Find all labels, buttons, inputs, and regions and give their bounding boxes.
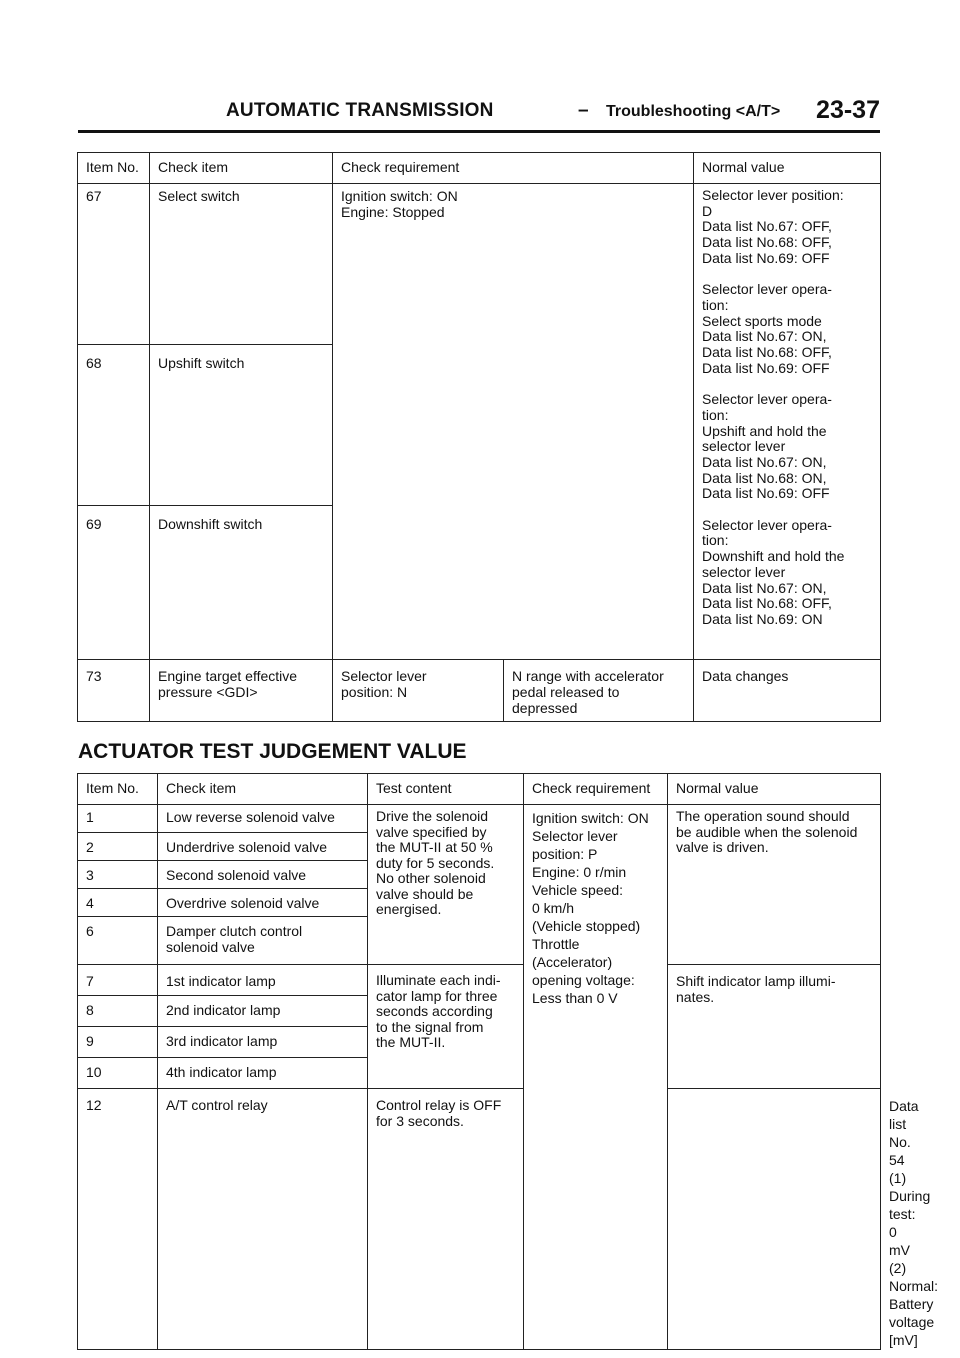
page-header (78, 96, 880, 130)
check-item: A/T control relay (158, 1089, 368, 1350)
section-title: AUTOMATIC TRANSMISSION (226, 100, 494, 121)
data-list-table (77, 152, 881, 722)
normal-value: Shift indicator lamp illumi- nates. (668, 965, 881, 1089)
check-item: Upshift switch (150, 345, 333, 506)
header-check-requirement: Check requirement (524, 774, 668, 805)
item-no: 73 (78, 660, 150, 722)
check-requirement: Selector lever position: N (333, 660, 504, 722)
normal-value: The operation sound should be audible when the solenoid valve is driven. (668, 805, 881, 965)
normal-value: Data changes (694, 660, 881, 722)
table-header-row (78, 774, 881, 805)
test-content: Control relay is OFF for 3 seconds. (368, 1089, 524, 1350)
check-item: 2nd indicator lamp (158, 996, 368, 1027)
header-item-no: Item No. (78, 774, 158, 805)
item-no: 6 (78, 917, 158, 965)
header-test-content: Test content (368, 774, 524, 805)
header-check-requirement: Check requirement (333, 153, 694, 184)
item-no: 3 (78, 861, 158, 889)
check-item: Select switch (150, 184, 333, 345)
header-normal-value: Normal value (694, 153, 881, 184)
table-row (78, 660, 881, 722)
actuator-test-heading: ACTUATOR TEST JUDGEMENT VALUE (78, 740, 467, 763)
test-content: Illuminate each indi- cator lamp for three seconds according to the signal from the MUT-II. (368, 965, 524, 1089)
item-no: 68 (78, 345, 150, 506)
title-dash: – (578, 100, 589, 121)
header-normal-value: Normal value (668, 774, 881, 805)
check-item: Underdrive solenoid valve (158, 833, 368, 861)
actuator-test-table (77, 773, 939, 1350)
check-requirement-detail: N range with accelerator pedal released to depressed (504, 660, 694, 722)
header-item-no: Item No. (78, 153, 150, 184)
table-row: 12 A/T control relay Control relay is OFF for 3 seconds. Data list No. 54 (1) During test: 0 mV (2) Normal: Battery voltage [mV] (78, 1089, 881, 1350)
header-check-item: Check item (150, 153, 333, 184)
item-no: 67 (78, 184, 150, 345)
section-subtitle: Troubleshooting <A/T> (606, 103, 781, 120)
check-item: Downshift switch (150, 506, 333, 660)
check-item: 4th indicator lamp (158, 1058, 368, 1089)
item-no: 1 (78, 805, 158, 833)
check-item: Engine target effective pressure <GDI> (150, 660, 333, 722)
check-requirement: Ignition switch: ON Engine: Stopped (333, 184, 694, 660)
item-no: 8 (78, 996, 158, 1027)
page-number: 23-37 (816, 96, 880, 124)
check-requirement-continued (668, 1089, 881, 1350)
table-row (78, 184, 881, 345)
test-content: Drive the solenoid valve specified by the MUT-II at 50 % duty for 5 seconds. No other solenoid valve should be energised. (368, 805, 524, 965)
item-no: 12 (78, 1089, 158, 1350)
table-header-row (78, 153, 881, 184)
table-row (78, 965, 881, 996)
table-row (78, 805, 881, 833)
item-no: 4 (78, 889, 158, 917)
check-item: 1st indicator lamp (158, 965, 368, 996)
check-item: Second solenoid valve (158, 861, 368, 889)
check-item: 3rd indicator lamp (158, 1027, 368, 1058)
check-requirement: Ignition switch: ON Selector lever position: P Engine: 0 r/min Vehicle speed: 0 km/h (Vehicle stopped) Throttle (Accelerator) opening voltage: Less than 0 V (524, 805, 668, 1350)
normal-value: Selector lever position: D Data list No.67: OFF, Data list No.68: OFF, Data list No.69: OFF Selector lever opera- tion: Select sports mode Data list No.67: ON, Data list No.68: OFF, Data list No.69: OFF Selector lever opera- tion: Upshift and hold the selector lever Data list No.67: ON, Data list No.68: ON, Data list No.69: OFF Selector lever opera- tion: Downshift and hold the selector lever Data list No.67: ON, Data list No.68: OFF, Data list No.69: ON (694, 184, 881, 660)
check-item: Damper clutch control solenoid valve (158, 917, 368, 965)
header-check-item: Check item (158, 774, 368, 805)
check-item: Low reverse solenoid valve (158, 805, 368, 833)
item-no: 7 (78, 965, 158, 996)
item-no: 2 (78, 833, 158, 861)
header-divider (78, 130, 880, 133)
item-no: 69 (78, 506, 150, 660)
item-no: 9 (78, 1027, 158, 1058)
item-no: 10 (78, 1058, 158, 1089)
check-item: Overdrive solenoid valve (158, 889, 368, 917)
